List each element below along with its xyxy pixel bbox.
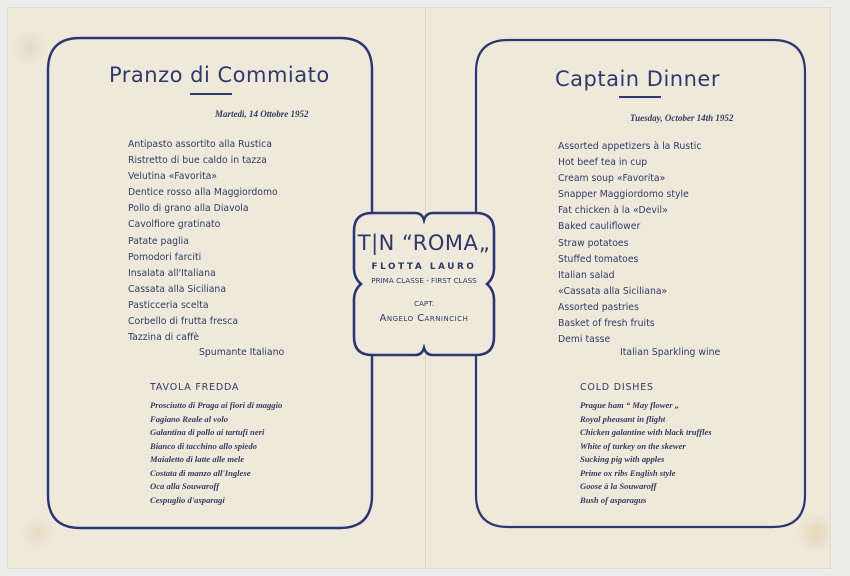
menu-item: Basket of fresh fruits — [558, 318, 655, 330]
menu-item: Italian salad — [558, 269, 615, 281]
cold-item: Chicken galantine with black truffles — [580, 427, 712, 437]
cold-item: Fagiano Reale al volo — [150, 413, 229, 424]
english-cold-items — [580, 399, 712, 507]
cold-item: Costata di manzo all'Inglese — [150, 467, 251, 478]
cold-item: Prague ham “ May flower „ — [580, 400, 680, 410]
menu-item: Corbello di frutta fresca — [128, 316, 239, 328]
cold-item: Prosciutto di Praga ai fiori di maggio — [150, 400, 283, 410]
title-underline — [619, 96, 661, 98]
cold-item: Oca alla Souwaroff — [150, 481, 220, 491]
menu-item: Stuffed tomatoes — [558, 253, 639, 265]
italian-cold-items — [150, 399, 282, 507]
cold-item: Royal pheasant in flight — [580, 413, 666, 424]
menu-item: Pasticceria scelta — [128, 299, 209, 311]
menu-item: Hot beef tea in cup — [558, 157, 648, 169]
menu-item: Snapper Maggiordomo style — [558, 189, 689, 201]
cold-item: Bianco di tacchino allo spiedo — [150, 440, 257, 451]
english-wine: Italian Sparkling wine — [620, 347, 721, 358]
ship-name: T|N “ROMA„ — [357, 231, 491, 255]
english-menu-title: Captain Dinner — [555, 67, 720, 91]
cold-item: Prime ox ribs English style — [580, 467, 676, 478]
menu-item: Tazzina di caffè — [128, 332, 200, 344]
menu-item: Straw potatoes — [558, 237, 629, 249]
english-menu-date: Tuesday, October 14th 1952 — [630, 113, 734, 123]
menu-item: Demi tasse — [558, 334, 611, 346]
menu-item: Cream soup «Favorita» — [558, 173, 666, 185]
italian-menu-date: Martedì, 14 Ottobre 1952 — [215, 109, 309, 119]
menu-item: Assorted pastries — [558, 301, 639, 313]
menu-item: Dentice rosso alla Maggiordomo — [128, 187, 278, 199]
fleet-name: FLOTTA LAURO — [371, 262, 477, 272]
cold-item: Goose à la Souwaroff — [580, 481, 657, 491]
menu-item: Insalata all'Italiana — [128, 267, 216, 279]
menu-item: Cassata alla Siciliana — [128, 283, 227, 295]
menu-item: Patate paglia — [128, 235, 189, 247]
italian-wine: Spumante Italiano — [199, 347, 285, 358]
menu-item: «Cassata alla Siciliana» — [558, 285, 668, 297]
italian-menu-title: Pranzo di Commiato — [109, 63, 330, 87]
cold-item: Bush of asparagus — [580, 494, 647, 505]
menu-item: Baked cauliflower — [558, 221, 641, 233]
cold-item: Galantina di pollo ai tartufi neri — [150, 427, 265, 437]
menu-item: Ristretto di bue caldo in tazza — [128, 155, 267, 167]
menu-item: Fat chicken à la «Devil» — [558, 205, 668, 217]
captain-label: CAPT. — [413, 299, 435, 308]
italian-menu-items — [128, 137, 278, 346]
cold-section-title: TAVOLA FREDDA — [150, 382, 240, 393]
title-underline — [190, 93, 232, 95]
menu-item: Assorted appetizers à la Rustic — [558, 141, 702, 152]
cold-item: Maialetto di latte alle mele — [150, 454, 245, 464]
cold-item: Cespuglio d'asparagi — [150, 494, 225, 505]
menu-item: Pomodori farciti — [128, 251, 202, 263]
cold-section-title: COLD DISHES — [580, 382, 654, 393]
menu-item: Velutina «Favorita» — [128, 171, 218, 183]
english-menu-items — [558, 139, 701, 348]
cold-item: White of turkey on the skewer — [580, 440, 686, 451]
captain-name: Angelo Carnincich — [379, 313, 469, 324]
menu-item: Antipasto assortito alla Rustica — [128, 139, 272, 150]
menu-item: Cavolfiore gratinato — [128, 219, 221, 231]
menu-item: Pollo di grano alla Diavola — [128, 203, 249, 215]
cold-item: Sucking pig with apples — [580, 454, 665, 464]
class-line: PRIMA CLASSE - FIRST CLASS — [371, 276, 477, 285]
ship-emblem — [353, 213, 495, 356]
